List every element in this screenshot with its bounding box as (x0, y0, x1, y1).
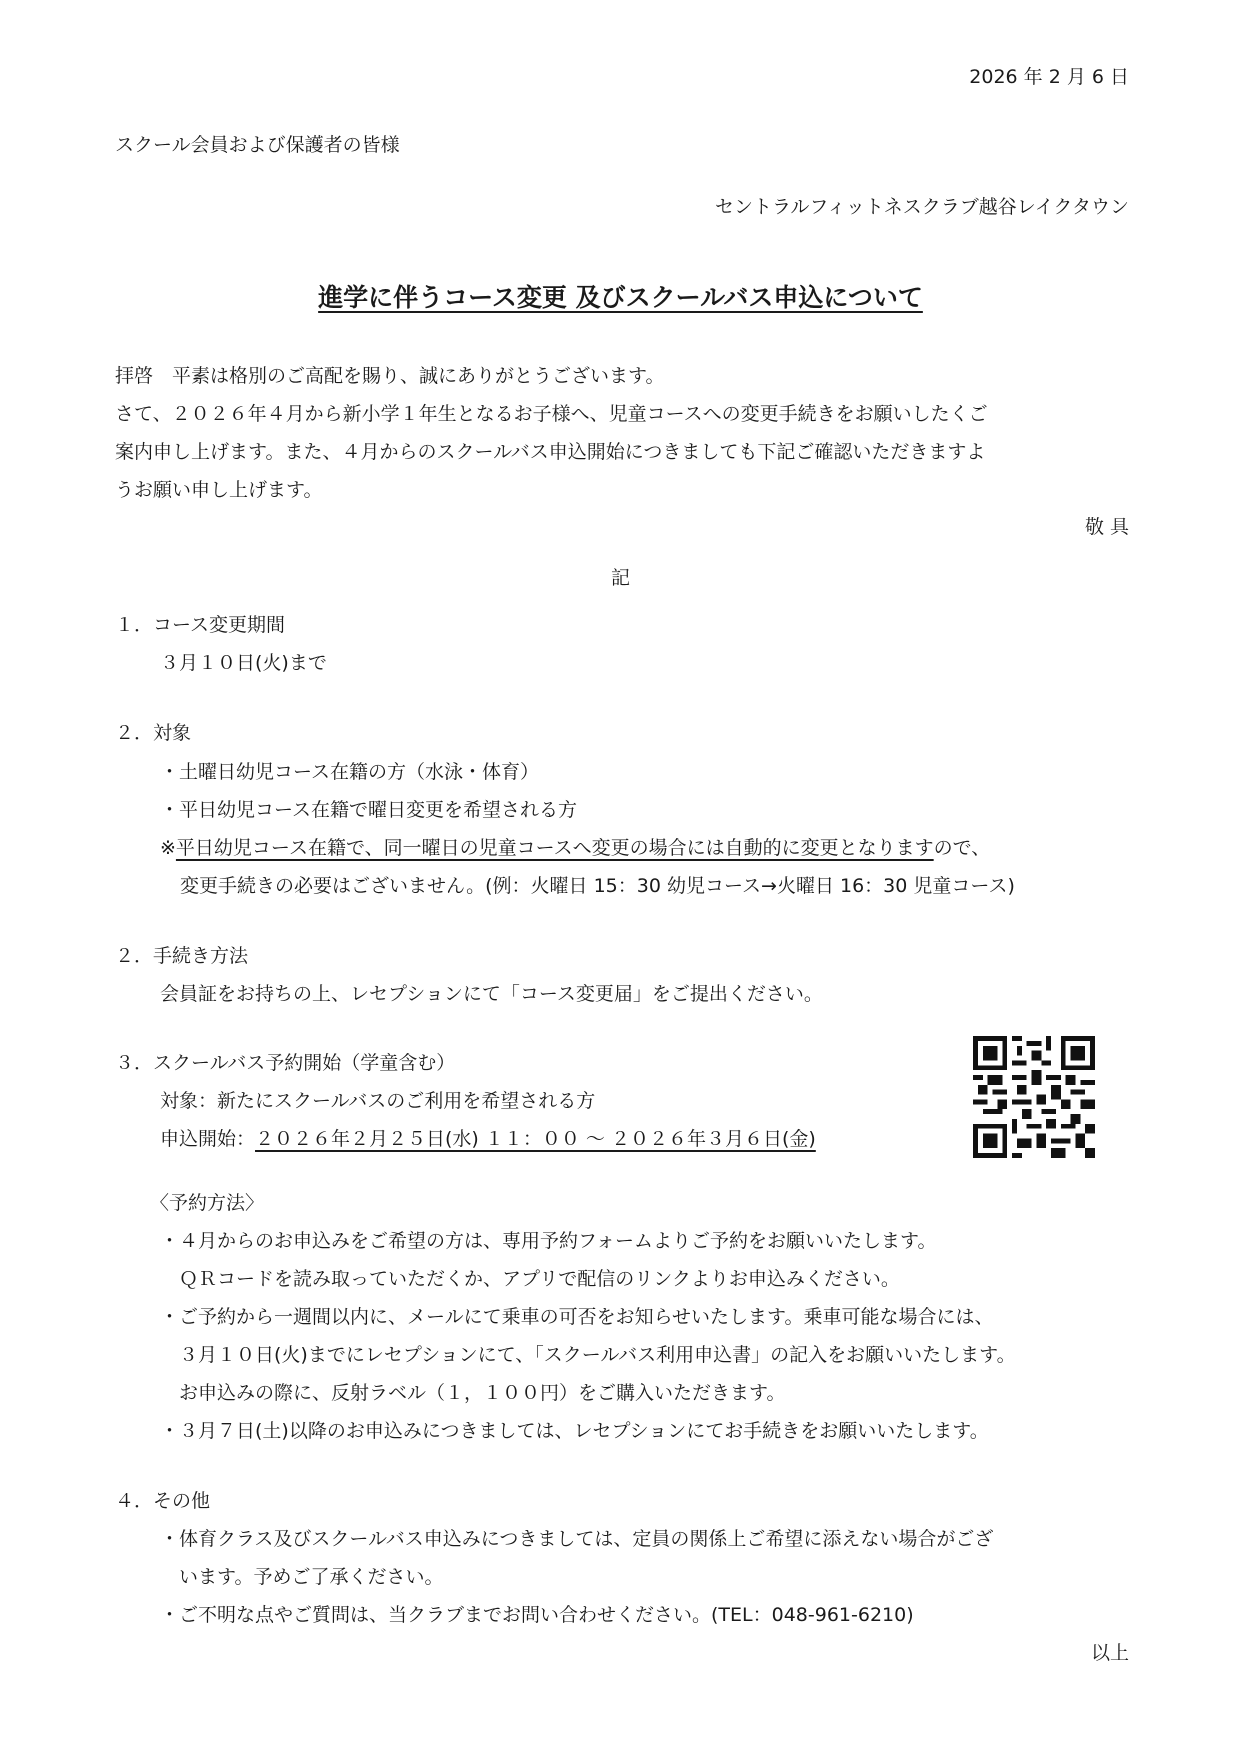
note-rest: ので、 (933, 837, 991, 859)
document-title: 進学に伴うコース変更 及びスクールバス申込について (318, 283, 923, 312)
method-line: お申込みの際に、反射ラベル（１，１００円）をご購入いただきます。 (160, 1382, 786, 1404)
note-underlined: 平日幼児コース在籍で、同一曜日の児童コースへ変更の場合には自動的に変更となります (175, 837, 934, 859)
period-label: 申込開始： (160, 1128, 256, 1150)
bus-target: 対象：新たにスクールバスのご利用を希望される方 (160, 1090, 596, 1112)
method-heading: 〈予約方法〉 (150, 1192, 265, 1214)
application-period (160, 1124, 816, 1151)
bullet-item: ・土曜日幼児コース在籍の方（水泳・体育） (160, 761, 540, 783)
method-line: ３月１０日(火)までにレセプションにて、「スクールバス利用申込書」の記入をお願いいたします。 (160, 1344, 1016, 1366)
other-line: ・体育クラス及びスクールバス申込みにつきましては、定員の関係上ご希望に添えない場合がござ (160, 1528, 994, 1550)
period-value: ２０２６年２月２５日(水) １１：００ ～ ２０２６年３月６日(金) (255, 1128, 816, 1150)
sender: セントラルフィットネスクラブ越谷レイクタウン (714, 196, 1129, 218)
qr-code-icon[interactable] (973, 1036, 1095, 1158)
section-heading: ３．スクールバス予約開始（学童含む） (115, 1052, 456, 1074)
note (160, 833, 990, 860)
method-line: ・ご予約から一週間以内に、メールにて乗車の可否をお知らせいたします。乗車可能な場合には、 (160, 1306, 994, 1328)
section-body: ３月１０日(火)まで (160, 652, 327, 674)
other-line: ・ご不明な点やご質問は、当クラブまでお問い合わせください。(TEL：048-961-6210) (160, 1604, 914, 1626)
closing: 敬 具 (1084, 516, 1129, 538)
method-line: ・３月７日(土)以降のお申込みにつきましては、レセプションにてお手続きをお願いいたします。 (160, 1420, 989, 1442)
document-date: 2026 年 2 月 6 日 (969, 66, 1129, 88)
section-heading: ４．その他 (115, 1490, 211, 1512)
recipient: スクール会員および保護者の皆様 (115, 134, 400, 156)
method-line: ・４月からのお申込みをご希望の方は、専用予約フォームよりご予約をお願いいたします。 (160, 1230, 937, 1252)
intro-line: さて、２０２６年４月から新小学１年生となるお子様へ、児童コースへの変更手続きをお願いしたくご (115, 403, 988, 425)
section-heading: ２．対象 (115, 722, 192, 744)
closing-end: 以上 (1090, 1642, 1129, 1664)
intro-line: うお願い申し上げます。 (115, 479, 323, 501)
section-heading: ２．手続き方法 (115, 945, 249, 967)
note-mark: ※ (160, 837, 176, 859)
note-line: 変更手続きの必要はございません。(例：火曜日 15：30 幼児コース→火曜日 16：30 児童コース) (180, 875, 1015, 897)
section-body: 会員証をお持ちの上、レセプションにて「コース変更届」をご提出ください。 (160, 983, 823, 1005)
ki-heading: 記 (610, 567, 630, 589)
other-line: います。予めご了承ください。 (160, 1566, 444, 1588)
greeting: 拝啓 平素は格別のご高配を賜り、誠にありがとうございます。 (115, 365, 665, 387)
bullet-item: ・平日幼児コース在籍で曜日変更を希望される方 (160, 799, 578, 821)
section-heading: １．コース変更期間 (115, 614, 286, 636)
intro-line: 案内申し上げます。また、４月からのスクールバス申込開始につきましても下記ご確認いただきますよ (115, 441, 986, 463)
method-line: ＱＲコードを読み取っていただくか、アプリで配信のリンクよりお申込みください。 (160, 1268, 900, 1290)
